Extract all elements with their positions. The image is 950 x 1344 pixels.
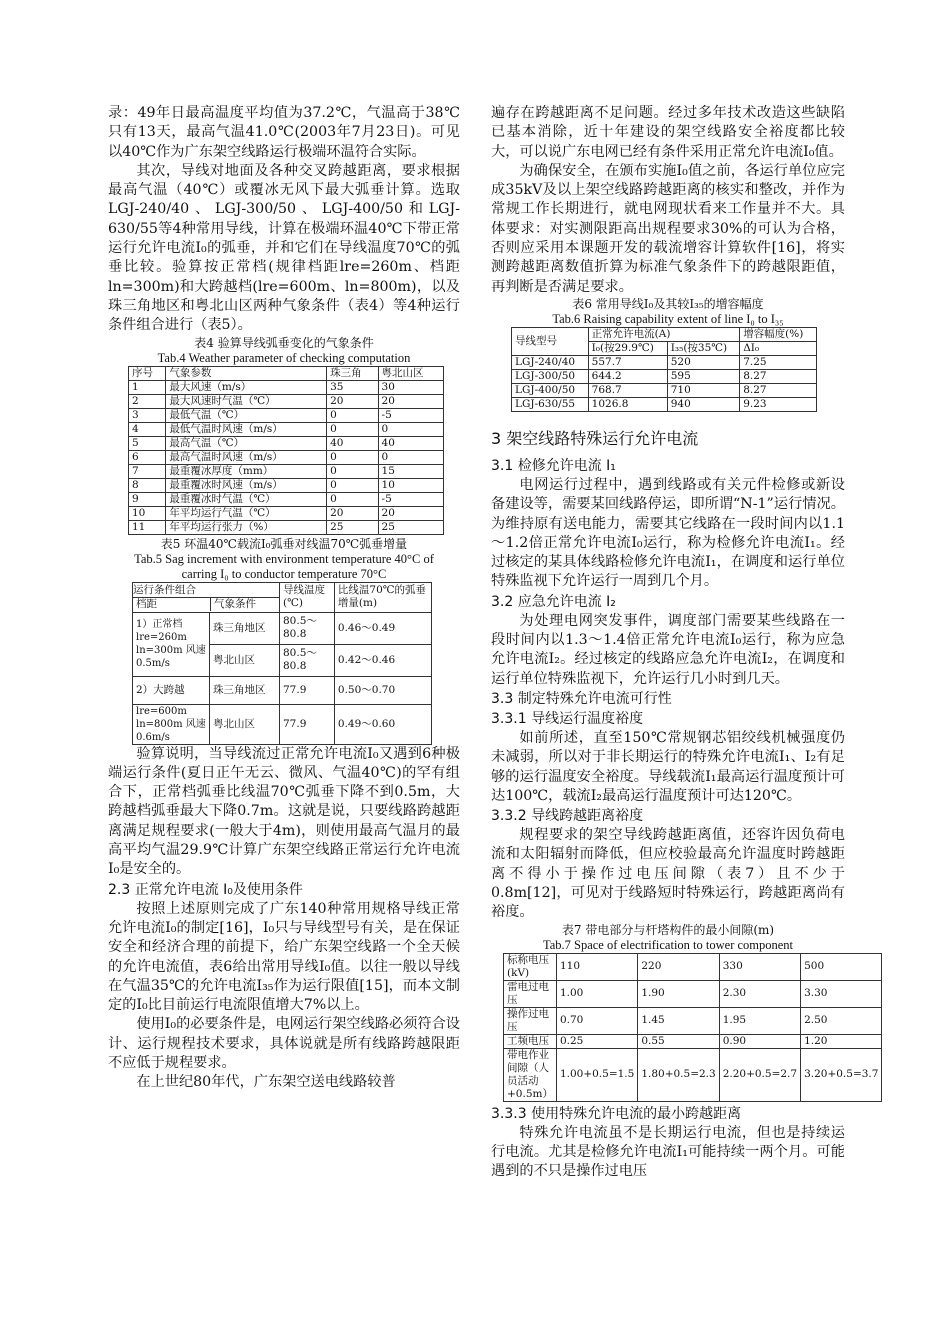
header-label: 气象条件 bbox=[210, 598, 256, 611]
table-row bbox=[129, 464, 444, 478]
table-cell: 导线型号 bbox=[512, 327, 589, 355]
table-cell: 0.49～0.60 bbox=[334, 704, 431, 744]
table-row bbox=[129, 450, 444, 464]
table-cell: 9 bbox=[129, 492, 166, 506]
section-heading-3-3: 3.3 制定特殊允许电流可行性 bbox=[491, 690, 672, 707]
section-heading-3-1: 3.1 检修允许电流 I₁ bbox=[491, 457, 616, 474]
table-cell: 1.80+0.5=2.3 bbox=[638, 1048, 719, 1101]
table-cell: 最重覆冰时气温（℃） bbox=[166, 492, 327, 506]
section-heading-3-3-1: 3.3.1 导线运行温度裕度 bbox=[491, 710, 644, 727]
table-cell: 0.70 bbox=[556, 1007, 637, 1034]
table-row bbox=[512, 383, 817, 397]
table-cell: 20 bbox=[378, 506, 443, 520]
table-cell: 1）正常档 lre=260m ln=300m 风速0.5m/s bbox=[133, 612, 210, 676]
table-cell: 0.50～0.70 bbox=[334, 676, 431, 704]
table-cell: 940 bbox=[667, 397, 739, 411]
table-cell: 0.42～0.46 bbox=[334, 644, 431, 676]
table-cell: 20 bbox=[327, 506, 378, 520]
table-cell: 0 bbox=[378, 422, 443, 436]
table-6 bbox=[511, 327, 817, 412]
table-cell: 珠三角地区 bbox=[210, 676, 280, 704]
table-cell: 气象参数 bbox=[166, 366, 327, 380]
left-column bbox=[108, 104, 460, 1093]
table-cell: -5 bbox=[378, 408, 443, 422]
table-cell: 1 bbox=[129, 380, 166, 394]
table-cell: 3 bbox=[129, 408, 166, 422]
table-cell: 珠三角 bbox=[327, 366, 378, 380]
table-cell: 500 bbox=[801, 953, 882, 980]
table-cell: 80.5～80.8 bbox=[280, 644, 335, 676]
table-cell: 最大风速时气温（℃） bbox=[166, 394, 327, 408]
section-heading-3: 3 架空线路特殊运行允许电流 bbox=[491, 428, 699, 448]
section-heading-3-3-3: 3.3.3 使用特殊允许电流的最小跨越距离 bbox=[491, 1105, 742, 1122]
table-cell: 2.30 bbox=[719, 980, 800, 1007]
table-cell: 8.27 bbox=[740, 383, 817, 397]
table-cell: 768.7 bbox=[588, 383, 667, 397]
table-cell: 1.90 bbox=[638, 980, 719, 1007]
table-cell: 1.00+0.5=1.5 bbox=[556, 1048, 637, 1101]
table-cell: 1.95 bbox=[719, 1007, 800, 1034]
table-cell: 最低气温（℃） bbox=[166, 408, 327, 422]
table-cell: 25 bbox=[378, 520, 443, 534]
table-row bbox=[129, 380, 444, 394]
table-cell: 220 bbox=[638, 953, 719, 980]
table-cell: 年平均运行气温（℃） bbox=[166, 506, 327, 520]
table-cell: LGJ-630/55 bbox=[512, 397, 589, 411]
table-cell: I₃₅(按35℃) bbox=[667, 341, 739, 355]
table-cell: 0 bbox=[378, 450, 443, 464]
table-cell: 0.25 bbox=[556, 1034, 637, 1048]
table-cell: 77.9 bbox=[280, 704, 335, 744]
table-row bbox=[504, 1034, 882, 1048]
paragraph: 其次，导线对地面及各种交叉跨越距离，要求根据最高气温（40℃）或覆冰无风下最大弧垂计算。选取LGJ-240/40、LGJ-300/50、LGJ-400/50和LGJ-630/55等4种常用导线，计算在极端环温40℃下带正常运行允许电流I₀的弧垂，并和它们在导线温度70℃的弧垂比较。验算按正常档(规律档距lre=260m、档距ln=300m)和大跨越档(lre=600m、ln=800m)，以及珠三角地区和粤北山区两种气象条件（表4）等4种运行条件组合进行（表5）。 bbox=[108, 162, 460, 334]
table-cell: 1.20 bbox=[801, 1034, 882, 1048]
table-cell: 3.20+0.5=3.7 bbox=[801, 1048, 882, 1101]
table-cell: 330 bbox=[719, 953, 800, 980]
table-cell: LGJ-400/50 bbox=[512, 383, 589, 397]
table-cell: 8 bbox=[129, 478, 166, 492]
table-cell: 2 bbox=[129, 394, 166, 408]
table-cell: 粤北山区 bbox=[378, 366, 443, 380]
paragraph: 特殊允许电流虽不是长期运行电流，但也是持续运行电流。尤其是检修允许电流I₁可能持续一两个月。可能遇到的不只是操作过电压 bbox=[491, 1124, 845, 1180]
table-6-caption: 表6 常用导线I₀及其较I₃₅的增容幅度 bbox=[572, 296, 764, 311]
table-cell: 10 bbox=[378, 478, 443, 492]
table-cell: 最低气温时风速（m/s） bbox=[166, 422, 327, 436]
table-4-caption-en: Tab.4 Weather parameter of checking computation bbox=[157, 350, 411, 365]
table-cell: 0 bbox=[327, 464, 378, 478]
section-heading-3-3-2: 3.3.2 导线跨越距离裕度 bbox=[491, 808, 644, 825]
table-cell: 0.90 bbox=[719, 1034, 800, 1048]
section-heading-3-2: 3.2 应急允许电流 I₂ bbox=[491, 593, 616, 610]
table-cell: 最重覆冰厚度（mm） bbox=[166, 464, 327, 478]
table-cell: 0 bbox=[327, 422, 378, 436]
table-cell: 2.20+0.5=2.7 bbox=[719, 1048, 800, 1101]
paragraph: 为处理电网突发事件，调度部门需要某些线路在一段时间内以1.3～1.4倍正常允许电流I₀运行，称为应急允许电流I₂。经过核定的线路应急允许电流I₂，在调度和运行单位特殊监视下，允许运行几小时到几天。 bbox=[491, 612, 845, 687]
paragraph: 如前所述，直至150℃常规钢芯铝绞线机械强度仍未减弱，所以对于非长期运行的特殊允许电流I₁、I₂有足够的运行温度安全裕度。导线载流I₁最高运行温度预计可达100℃，载流I₂最高运行温度预计可达120℃。 bbox=[491, 729, 845, 804]
table-cell: 557.7 bbox=[588, 355, 667, 369]
table-row bbox=[504, 1007, 882, 1034]
table-cell: 2）大跨越 bbox=[133, 676, 210, 704]
table-cell: 1.00 bbox=[556, 980, 637, 1007]
table-cell: 雷电过电压 bbox=[504, 980, 557, 1007]
table-cell: 最高气温（℃） bbox=[166, 436, 327, 450]
table-cell: LGJ-300/50 bbox=[512, 369, 589, 383]
table-4 bbox=[128, 366, 444, 535]
paragraph: 遍存在跨越距离不足问题。经过多年技术改造这些缺陷已基本消除，近十年建设的架空线路安全裕度都比较大，可以说广东电网已经有条件采用正常允许电流I₀值。 bbox=[491, 105, 845, 160]
table-cell: LGJ-240/40 bbox=[512, 355, 589, 369]
table-row bbox=[129, 408, 444, 422]
table-cell: 0.55 bbox=[638, 1034, 719, 1048]
paragraph: 录：49年日最高温度平均值为37.2℃，气温高于38℃只有13天，最高气温41.0℃(2003年7月23日)。可见以40℃作为广东架空线路运行极端环温符合实际。 bbox=[108, 105, 460, 160]
table-cell: 比线温70℃的弧垂增量(m) bbox=[334, 582, 431, 612]
table-cell: 7 bbox=[129, 464, 166, 478]
table-cell: 年平均运行张力（%） bbox=[166, 520, 327, 534]
table-cell: 4 bbox=[129, 422, 166, 436]
table-row bbox=[129, 422, 444, 436]
table-5 bbox=[132, 582, 432, 745]
table-cell: -5 bbox=[378, 492, 443, 506]
table-cell: 644.2 bbox=[588, 369, 667, 383]
table-cell: 2.50 bbox=[801, 1007, 882, 1034]
table-cell: 带电作业间隙（人员活动+0.5m） bbox=[504, 1048, 557, 1101]
table-row bbox=[129, 478, 444, 492]
table-cell: 20 bbox=[378, 394, 443, 408]
paragraph: 验算说明，当导线流过正常允许电流I₀又遇到6种极端运行条件(夏日正午无云、微风、气温40℃)的罕有组合下，正常档弧垂比线温70℃弧垂下降不到0.5m，大跨越档弧垂最大下降0.7m。这就是说，只要线路跨越距离满足规程要求(一般大于4m)，则使用最高气温月的最高平均气温29.9℃计算广东架空线路正常运行允许电流I₀是安全的。 bbox=[108, 745, 460, 878]
table-cell: 标称电压(kV) bbox=[504, 953, 557, 980]
table-cell: 25 bbox=[327, 520, 378, 534]
table-row bbox=[512, 355, 817, 369]
table-row bbox=[504, 980, 882, 1007]
table-row bbox=[129, 436, 444, 450]
header-sub bbox=[133, 598, 279, 611]
table-7-caption-en: Tab.7 Space of electrification to tower component bbox=[542, 937, 794, 952]
table-cell: 7.25 bbox=[740, 355, 817, 369]
table-cell: 最高气温时风速（m/s） bbox=[166, 450, 327, 464]
table-cell bbox=[133, 582, 280, 612]
table-cell: 工频电压 bbox=[504, 1034, 557, 1048]
table-row bbox=[512, 397, 817, 411]
table-6-caption-en: Tab.6 Raising capability extent of line I₀ to I₃₅ bbox=[552, 311, 784, 326]
table-cell: 35 bbox=[327, 380, 378, 394]
table-cell: lre=600m ln=800m 风速0.6m/s bbox=[133, 704, 210, 744]
table-cell: 粤北山区 bbox=[210, 644, 280, 676]
table-cell: 595 bbox=[667, 369, 739, 383]
table-cell: 0.46～0.49 bbox=[334, 612, 431, 644]
table-cell: 15 bbox=[378, 464, 443, 478]
table-cell: 导线温度(℃) bbox=[280, 582, 335, 612]
table-cell: I₀(按29.9℃) bbox=[588, 341, 667, 355]
table-cell: ΔI₀ bbox=[740, 341, 817, 355]
table-cell: 77.9 bbox=[280, 676, 335, 704]
table-cell: 40 bbox=[327, 436, 378, 450]
paragraph: 规程要求的架空导线跨越距离值，还容许因负荷电流和太阳辐射而降低，但应校验最高允许温度时跨越距离不得小于操作过电压间隙（表7）且不少于0.8m[12]，可见对于线路短时特殊运行，跨越距离尚有裕度。 bbox=[491, 827, 845, 921]
table-cell: 0 bbox=[327, 408, 378, 422]
table-7 bbox=[503, 953, 882, 1102]
table-row bbox=[129, 520, 444, 534]
table-cell: 40 bbox=[378, 436, 443, 450]
table-cell: 序号 bbox=[129, 366, 166, 380]
paragraph: 按照上述原则完成了广东140种常用规格导线正常允许电流I₀的制定[16]，I₀只与导线型号有关，是在保证安全和经济合理的前提下，给广东架空线路一个全天候的允许电流值，表6给出常用导线I₀值。以往一般以导线在气温35℃的允许电流I₃₅作为运行限值[15]，而本文制定的I₀比目前运行电流限值增大7%以上。 bbox=[108, 900, 460, 1014]
table-5-caption-en-2: carring I₀ to conductor temperature 70°C bbox=[181, 566, 387, 581]
table-5-caption: 表5 环温40℃载流I₀弧垂对线温70℃弧垂增量 bbox=[160, 536, 408, 551]
table-cell: 珠三角地区 bbox=[210, 612, 280, 644]
table-cell: 正常允许电流(A) bbox=[588, 327, 740, 341]
table-cell: 20 bbox=[327, 394, 378, 408]
table-cell: 1026.8 bbox=[588, 397, 667, 411]
table-cell: 粤北山区 bbox=[210, 704, 280, 744]
paragraph: 为确保安全，在颁布实施I₀值之前，各运行单位应完成35kV及以上架空线路跨越距离的核实和整改，并作为常规工作长期进行，就电网现状看来工作量并不大。具体要求：对实测限距高出规程要求30%的可认为合格，否则应采用本课题开发的载流增容计算软件[16]，将实测跨越距离数值折算为标准气象条件下的跨越限距值，再判断是否满足要求。 bbox=[491, 162, 845, 295]
table-cell: 30 bbox=[378, 380, 443, 394]
header-label: 运行条件组合 bbox=[133, 583, 196, 596]
table-cell: 9.23 bbox=[740, 397, 817, 411]
table-7-caption: 表7 带电部分与杆塔构件的最小间隙(m) bbox=[561, 922, 775, 937]
table-cell: 110 bbox=[556, 953, 637, 980]
table-row bbox=[504, 953, 882, 980]
table-5-caption-en: Tab.5 Sag increment with environment temperature 40°C of bbox=[134, 551, 434, 566]
table-cell: 0 bbox=[327, 450, 378, 464]
header-combo bbox=[133, 584, 279, 598]
table-cell: 5 bbox=[129, 436, 166, 450]
table-row bbox=[129, 492, 444, 506]
table-row bbox=[504, 1048, 882, 1101]
table-4-caption: 表4 验算导线弧垂变化的气象条件 bbox=[194, 335, 374, 350]
header-label: 档距 bbox=[136, 597, 157, 610]
table-cell: 10 bbox=[129, 506, 166, 520]
paragraph: 在上世纪80年代，广东架空送电线路较普 bbox=[136, 1074, 396, 1091]
table-row bbox=[512, 369, 817, 383]
paragraph: 使用I₀的必要条件是，电网运行架空线路必须符合设计、运行规程技术要求，具体说就是所有线路跨越限距不应低于规程要求。 bbox=[108, 1016, 460, 1072]
table-cell: 6 bbox=[129, 450, 166, 464]
table-cell: 增容幅度(%) bbox=[740, 327, 817, 341]
table-cell: 11 bbox=[129, 520, 166, 534]
right-column bbox=[491, 104, 879, 1182]
section-heading-2-3: 2.3 正常允许电流 I₀及使用条件 bbox=[108, 881, 303, 898]
table-cell: 710 bbox=[667, 383, 739, 397]
table-cell: 最重覆冰时风速（m/s） bbox=[166, 478, 327, 492]
table-row bbox=[129, 506, 444, 520]
table-cell: 操作过电压 bbox=[504, 1007, 557, 1034]
table-cell: 80.5～80.8 bbox=[280, 612, 335, 644]
table-row bbox=[129, 366, 444, 380]
paragraph: 电网运行过程中，遇到线路或有关元件检修或新设备建设等，需要某回线路停运，即所谓“N-1”运行情况。为维持原有送电能力，需要其它线路在一段时间内以1.1～1.2倍正常允许电流I₀运行，称为检修允许电流I₁。经过核定的某具体线路检修允许电流I₁，在调度和运行单位特殊监视下允许运行一周到几个月。 bbox=[491, 476, 845, 590]
table-cell: 520 bbox=[667, 355, 739, 369]
table-cell: 0 bbox=[327, 492, 378, 506]
table-cell: 8.27 bbox=[740, 369, 817, 383]
table-cell: 0 bbox=[327, 478, 378, 492]
table-cell: 3.30 bbox=[801, 980, 882, 1007]
table-cell: 最大风速（m/s） bbox=[166, 380, 327, 394]
table-cell: 1.45 bbox=[638, 1007, 719, 1034]
table-row bbox=[129, 394, 444, 408]
